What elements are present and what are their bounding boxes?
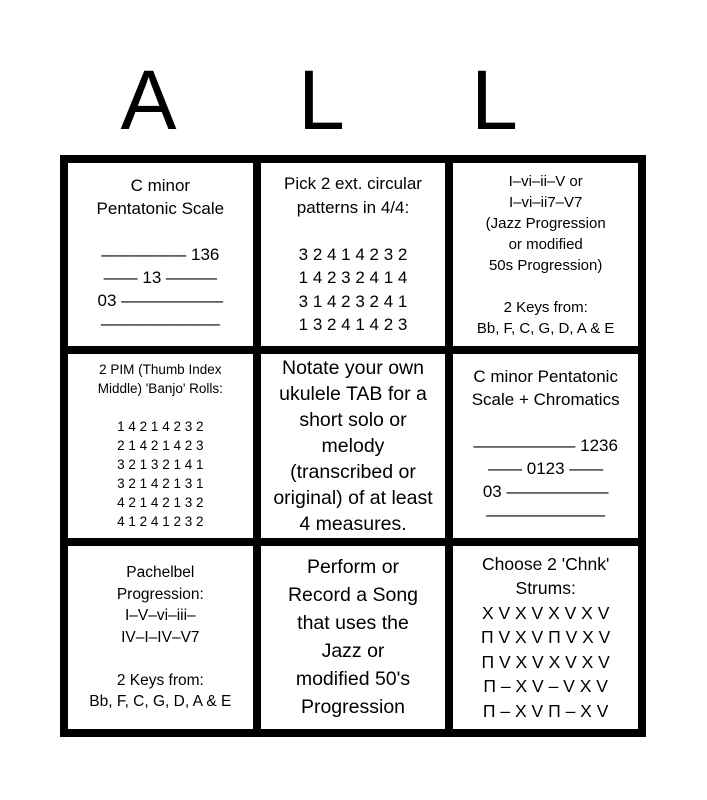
cell-text-line: Choose 2 'Chnk' [482, 553, 610, 574]
cell-text-line: that uses the [297, 612, 409, 635]
cell-text-line: 03 —————— [97, 291, 224, 311]
cell-text-line: original) of at least [273, 487, 433, 509]
bingo-cell-r1c1[interactable] [64, 159, 257, 350]
cell-text-line: 3 2 1 4 2 1 3 1 [117, 476, 204, 492]
cell-text-line: 4 measures. [299, 513, 407, 535]
header-letter-1: A [120, 53, 177, 147]
cell-text-line: ——————— [100, 314, 220, 334]
cell-text-line [351, 219, 356, 243]
cell-text-line: Π – X V Π – X V [482, 700, 609, 721]
cell-text-line: (Jazz Progression [485, 214, 606, 232]
cell-text-line: Strums: [515, 578, 576, 599]
cell-text-line: ukulele TAB for a [279, 383, 427, 405]
cell-text-line [158, 648, 162, 670]
cell-text-line: C minor Pentatonic [473, 367, 618, 387]
bingo-cell-r2c1[interactable] [64, 350, 257, 541]
bingo-cell-r3c2[interactable] [257, 542, 450, 733]
cell-text-line: 2 PIM (Thumb Index [99, 362, 222, 378]
cell-text-line: Pick 2 ext. circular [284, 174, 422, 194]
cell-text-line: melody [321, 435, 385, 457]
bingo-cell-r1c2[interactable] [257, 159, 450, 350]
cell-text-line: IV–I–IV–V7 [121, 628, 200, 646]
cell-text-line: 3 2 1 3 2 1 4 1 [117, 457, 204, 473]
cell-text-line: 2 Keys from: [116, 671, 204, 689]
cell-text-line: Jazz or [321, 640, 385, 663]
bingo-cell-r3c1[interactable] [64, 542, 257, 733]
cell-text-line: Bb, F, C, G, D, A & E [89, 693, 232, 711]
cell-text-line: Record a Song [287, 584, 419, 607]
cell-text-line: 03 —————— [482, 482, 609, 502]
cell-text-line: Perform or [306, 556, 400, 579]
cell-text-line [158, 220, 163, 243]
bingo-cell-r3c3[interactable] [449, 542, 642, 733]
cell-text-line: (transcribed or [290, 461, 416, 483]
cell-text-line: C minor [130, 176, 191, 196]
cell-text-line: 50s Progression) [488, 256, 603, 274]
cell-text-line: 3 2 4 1 4 2 3 2 [298, 244, 408, 264]
cell-text-line: Scale + Chromatics [471, 390, 620, 410]
cell-text-line: Pentatonic Scale [96, 199, 225, 219]
cell-text-line: 1 4 2 3 2 4 1 4 [298, 268, 408, 288]
cell-text-line: Pachelbel [126, 564, 195, 582]
bingo-cell-r2c3[interactable] [449, 350, 642, 541]
cell-text-line: 4 2 1 4 2 1 3 2 [117, 495, 204, 511]
cell-text-line: modified 50's [295, 668, 411, 691]
bingo-header [62, 53, 581, 147]
cell-text-line: 3 1 4 2 3 2 4 1 [298, 291, 408, 311]
cell-text-line [544, 276, 548, 297]
cell-text-line: 2 1 4 2 1 4 2 3 [117, 438, 204, 454]
header-letter-3: L [471, 53, 518, 147]
cell-text-line: Π V X V X V X V [481, 651, 610, 672]
cell-text-line: Progression [300, 696, 406, 719]
cell-text-line: X V X V X V X V [481, 602, 610, 623]
cell-text-line: I–V–vi–iii– [125, 607, 196, 625]
cell-text-line: 1 4 2 1 4 2 3 2 [117, 419, 204, 435]
bingo-card [60, 155, 646, 737]
cell-text-line: —— 0123 —— [488, 459, 604, 479]
cell-text-line: Π V X V Π V X V [480, 627, 611, 648]
cell-text-line: 2 Keys from: [503, 298, 588, 316]
cell-text-line: Progression: [116, 585, 204, 603]
cell-text-line: —————— 1236 [473, 436, 618, 456]
cell-text-line: I–vi–ii–V or [508, 172, 583, 190]
cell-text-line: 4 1 2 4 1 2 3 2 [117, 514, 204, 530]
cell-text-line: —— 13 ——— [103, 268, 217, 288]
cell-text-line: Bb, F, C, G, D, A & E [476, 319, 615, 337]
cell-text-line: patterns in 4/4: [296, 197, 410, 217]
cell-text-line: or modified [508, 235, 583, 253]
header-letter-2: L [298, 53, 345, 147]
bingo-cell-r1c3[interactable] [449, 159, 642, 350]
cell-text-line: Middle) 'Banjo' Rolls: [97, 381, 223, 397]
cell-text-line [543, 411, 548, 434]
cell-text-line [158, 398, 162, 417]
cell-text-line: short solo or [299, 409, 407, 431]
cell-text-line: ————— 136 [101, 245, 220, 265]
cell-text-line: Π – X V – V X V [483, 676, 608, 697]
cell-text-line: Notate your own [281, 357, 424, 379]
cell-text-line: I–vi–ii7–V7 [508, 193, 583, 211]
cell-text-line: 1 3 2 4 1 4 2 3 [298, 315, 408, 335]
cell-text-line: ——————— [486, 505, 606, 525]
bingo-cell-r2c2[interactable] [257, 350, 450, 541]
